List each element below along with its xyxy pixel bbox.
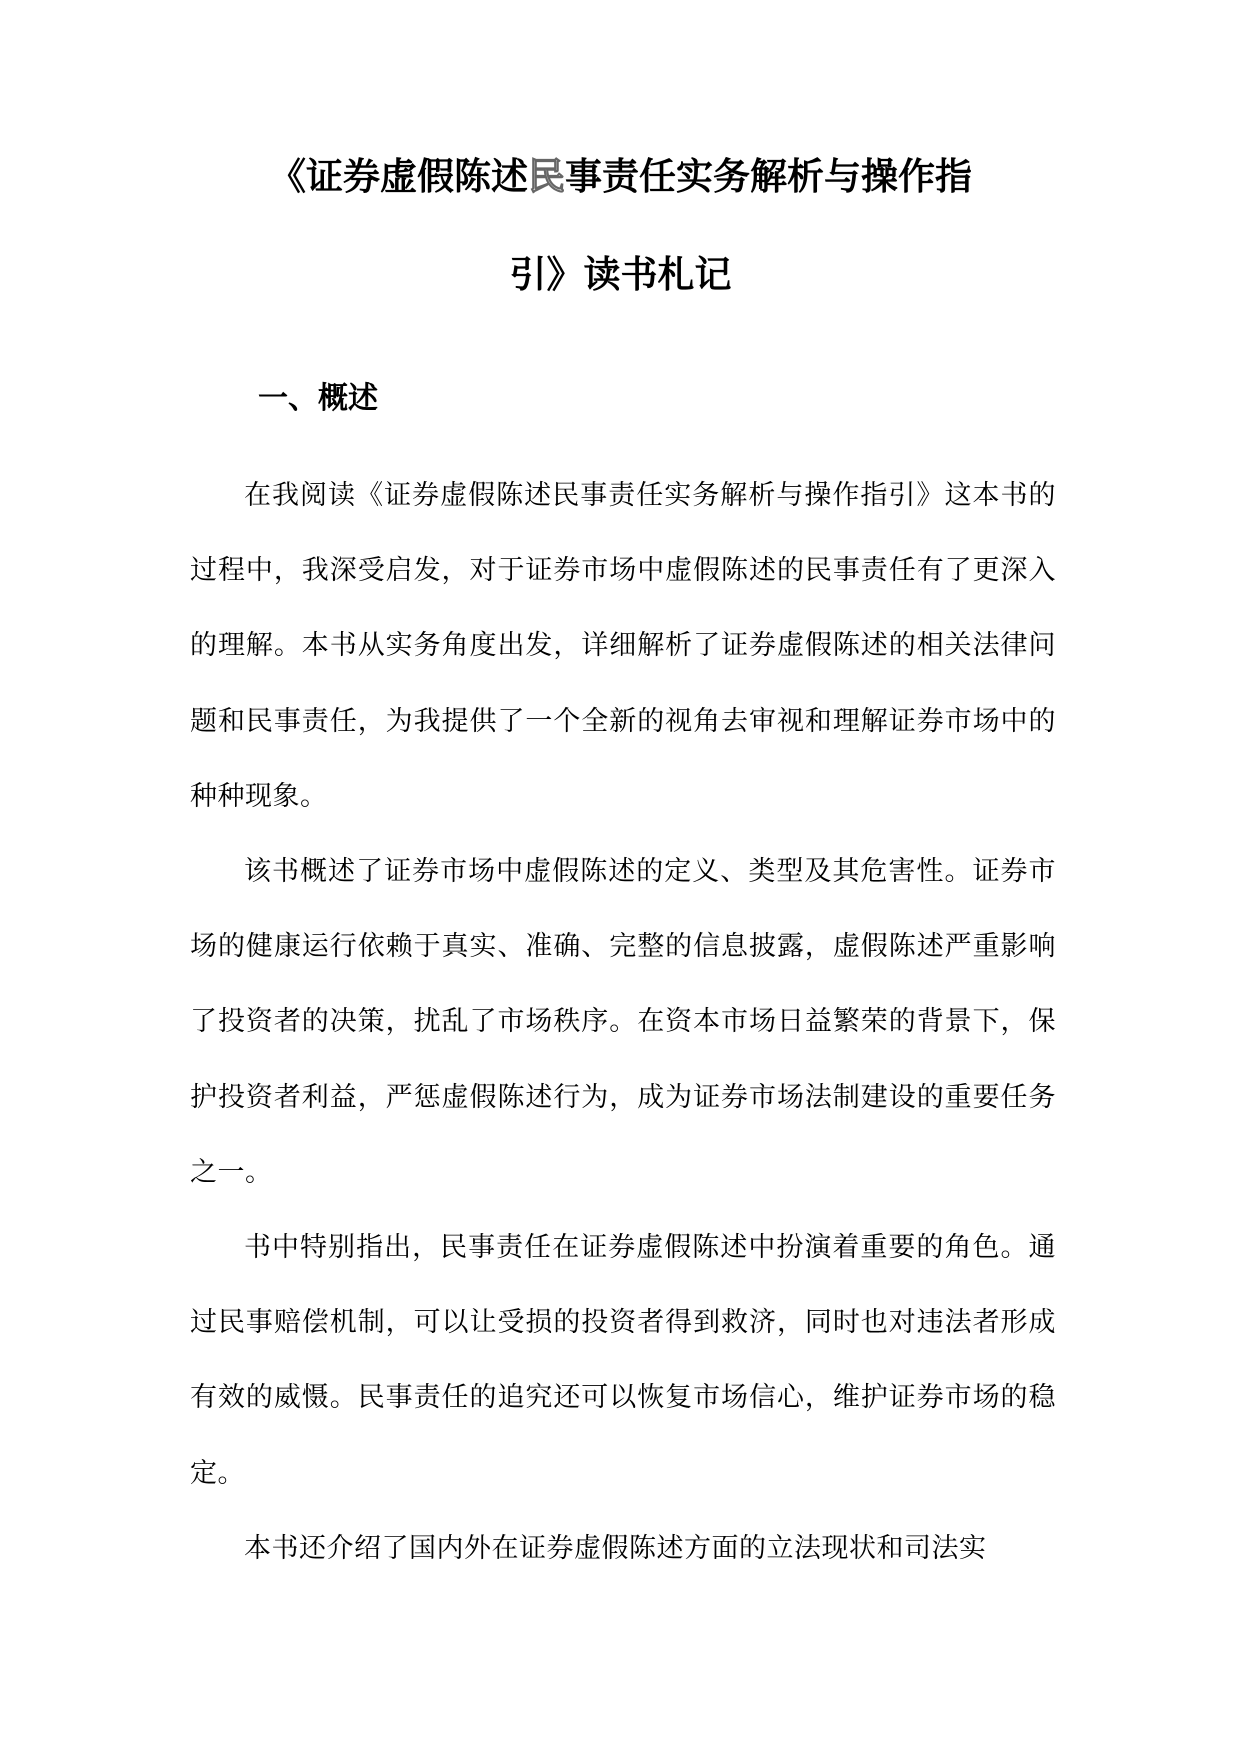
- document-title-line-2: 引》读书札记: [509, 253, 732, 296]
- paragraph-1: 在我阅读《证券虚假陈述民事责任实务解析与操作指引》这本书的过程中，我深受启发，对于证券市场中虚假陈述的民事责任有了更深入的理解。本书从实务角度出发，详细解析了证券虚假陈述的相关法律问题和民事责任，为我提供了一个全新的视角去审视和理解证券市场中的种种现象。: [190, 480, 1056, 812]
- paragraph-4: 本书还介绍了国内外在证券虚假陈述方面的立法现状和司法实: [244, 1532, 987, 1564]
- title-outlined-character: 民: [528, 155, 565, 198]
- document-title-line-1: [0, 152, 1241, 202]
- paragraph-3: 书中特别指出，民事责任在证券虚假陈述中扮演着重要的角色。通过民事赔偿机制，可以让受损的投资者得到救济，同时也对违法者形成有效的威慑。民事责任的追究还可以恢复市场信心，维护证券市场的稳定。: [190, 1232, 1056, 1489]
- document-body: [190, 458, 1056, 1586]
- paragraph-2: 该书概述了证券市场中虚假陈述的定义、类型及其危害性。证券市场的健康运行依赖于真实、准确、完整的信息披露，虚假陈述严重影响了投资者的决策，扰乱了市场秩序。在资本市场日益繁荣的背景下，保护投资者利益，严惩虚假陈述行为，成为证券市场法制建设的重要任务之一。: [190, 856, 1056, 1188]
- title-text-part-1: 《证券虚假陈述: [269, 155, 528, 198]
- title-text-part-2: 事责任实务解析与操作指: [565, 155, 972, 198]
- section-heading: 一、概述: [258, 381, 378, 416]
